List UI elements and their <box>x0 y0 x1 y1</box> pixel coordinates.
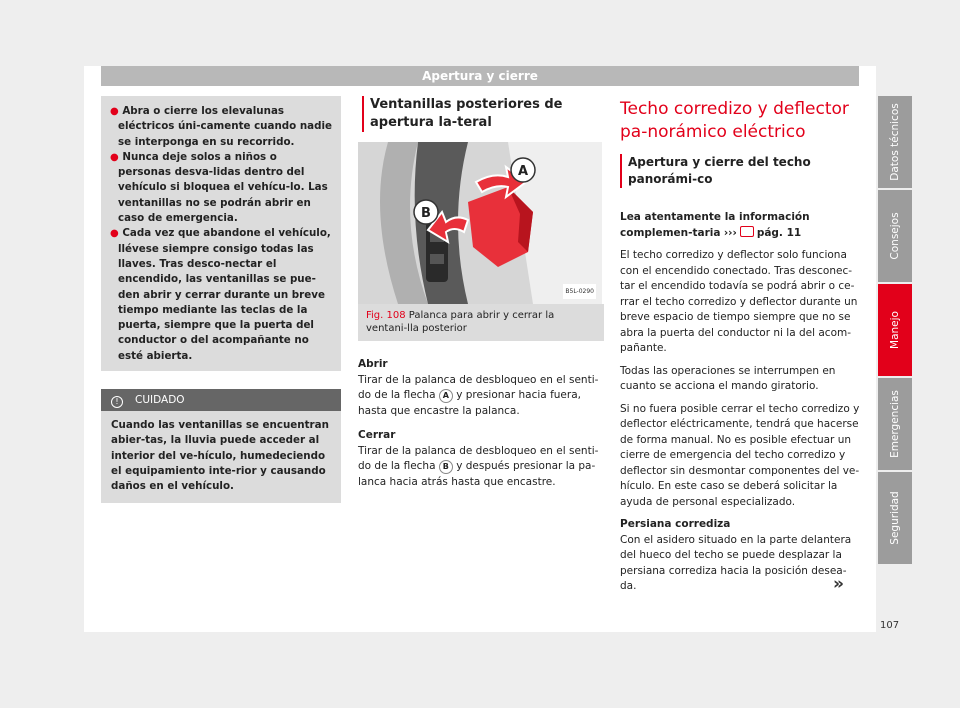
tab-emergencias[interactable]: Emergencias <box>878 378 912 470</box>
figure-caption <box>358 304 604 341</box>
caution-icon: ! <box>111 396 123 408</box>
section-body <box>358 357 604 490</box>
paragraph-cerrar: Tirar de la palanca de desbloqueo en el senti-do de la flecha B y después presionar la pa-lanca hacia atrás hasta que encastre. <box>358 444 599 488</box>
reference-arrows: ››› <box>723 226 737 239</box>
warning-item: ● Nunca deje solos a niños o personas desva-lidas dentro del vehículo si bloquea el vehícu-lo. Las ventanillas no se podrán abrir en caso de emergencia. <box>110 150 328 225</box>
page-reference-link[interactable]: pág. 11 <box>756 226 802 239</box>
caution-title: CUIDADO <box>135 394 185 407</box>
key-b-icon: B <box>439 460 453 474</box>
subheading-persiana: Persiana corrediza <box>620 518 731 530</box>
warning-box <box>101 96 341 371</box>
bullet-icon: ● <box>110 106 119 117</box>
bullet-icon: ● <box>110 151 119 163</box>
page-number: 107 <box>880 620 900 631</box>
section-title: Ventanillas posteriores de apertura la-teral <box>362 96 604 132</box>
key-a-icon: A <box>439 389 453 403</box>
figure-caption-text: Palanca para abrir y cerrar la ventani-lla posterior <box>366 310 555 334</box>
column-left <box>101 96 341 503</box>
paragraph-abrir: Tirar de la palanca de desbloqueo en el senti-do de la flecha A y presionar hacia fuera, hasta que encastre la palanca. <box>358 373 599 417</box>
figure-window-lever <box>358 142 602 304</box>
paragraph: Si no fuera posible cerrar el techo corredizo y deflector eléctricamente, tendrá que hacerse de forma manual. No es posible efectuar un cierre de emergencia del techo corredizo y deflector sin desmontar componentes del ve-hículo. En este caso se deberá solicitar la ayuda de personal especializado. <box>620 402 860 508</box>
tab-datos-tecnicos[interactable]: Datos técnicos <box>878 96 912 188</box>
tab-consejos[interactable]: Consejos <box>878 190 912 282</box>
warning-item: ● Abra o cierre los elevalunas eléctricos úni-camente cuando nadie se interponga en su recorrido. <box>110 105 332 148</box>
warning-item: ● Cada vez que abandone el vehículo, llévese siempre consigo todas las llaves. Tras desco-nectar el encendido, las ventanillas se pue-den abrir y cerrar durante un breve tiempo mediante las teclas de la puerta, siempre que la puerta del conductor o del acompañante no esté abierta. <box>110 227 331 362</box>
paragraph: El techo corredizo y deflector solo funciona con el encendido conectado. Tras desconec-tar el encendido todavía se podrá abrir o ce-rrar el techo corredizo y deflector durante un breve espacio de tiempo siempre que no se abra la puerta del conductor ni la del acom-pañante. <box>620 249 858 354</box>
page-header: Apertura y cierre <box>101 66 859 86</box>
tab-seguridad[interactable]: Seguridad <box>878 472 912 564</box>
continue-arrow-icon: » <box>833 574 844 594</box>
book-reference-icon <box>740 226 754 237</box>
column-middle <box>358 96 604 499</box>
column-right <box>620 96 860 602</box>
subheading-cerrar: Cerrar <box>358 429 396 441</box>
figure-code: B5L-0290 <box>563 284 596 300</box>
side-tabs <box>878 96 912 566</box>
callout-a: A <box>517 164 529 179</box>
section-subtitle: Apertura y cierre del techo panorámi-co <box>620 154 860 188</box>
tab-manejo[interactable]: Manejo <box>878 284 912 376</box>
lever-illustration <box>358 142 602 304</box>
section-body <box>620 210 860 595</box>
intro-paragraph: Lea atentamente la información complemen-taria ››› pág. 11 <box>620 211 810 239</box>
caution-text: Cuando las ventanillas se encuentran abier-tas, la lluvia puede acceder al interior del ve-hículo, humedeciendo el equipamiento inte-rior y causando daños en el vehículo. <box>111 419 329 493</box>
subheading-abrir: Abrir <box>358 358 388 370</box>
paragraph: Con el asidero situado en la parte delantera del hueco del techo se puede desplazar la persiana corrediza hacia la posición desea-da. <box>620 533 852 592</box>
chapter-title: Techo corredizo y deflector pa-norámico eléctrico <box>620 99 849 142</box>
caution-header <box>101 389 341 411</box>
callout-b: B <box>421 206 431 221</box>
figure-number: Fig. 108 <box>366 310 406 321</box>
paragraph: Todas las operaciones se interrumpen en cuanto se acciona el mando giratorio. <box>620 364 836 392</box>
bullet-icon: ● <box>110 228 119 240</box>
caution-box <box>101 389 341 502</box>
